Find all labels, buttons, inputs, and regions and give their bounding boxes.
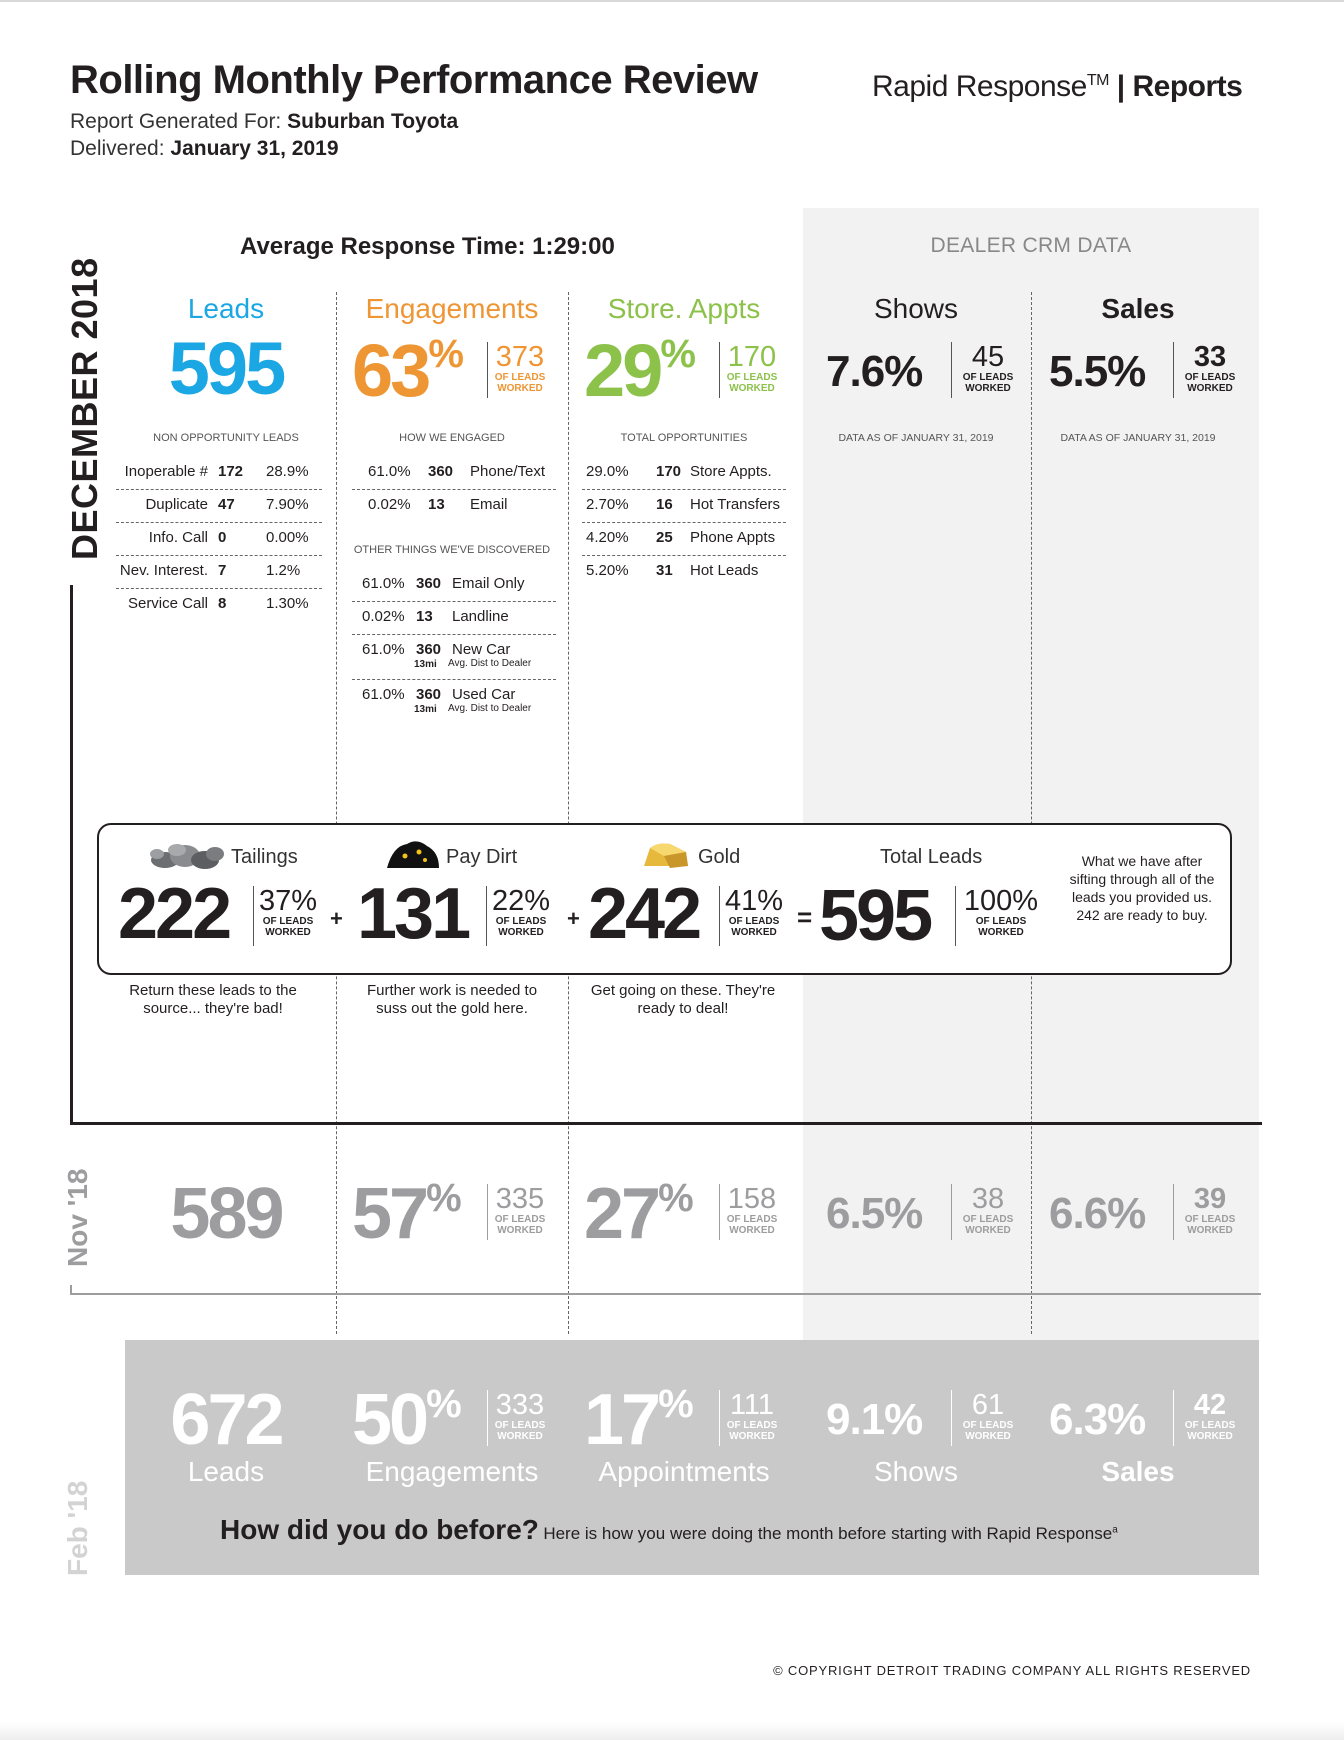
row-label: Phone Appts (690, 529, 776, 546)
row-label: Email Only (452, 575, 525, 592)
nov-leads-value: 589 (170, 1174, 282, 1254)
gold-label: Gold (698, 846, 741, 868)
dirt-pile-icon (383, 836, 443, 872)
table-row (582, 522, 786, 556)
row-percent: 0.00% (266, 529, 309, 546)
feb-leads-value: 672 (170, 1380, 282, 1460)
avg-distance: 13mi (414, 659, 437, 670)
avg-distance-label: Avg. Dist to Dealer (448, 703, 532, 714)
row-count: 7 (218, 562, 227, 579)
row-label: Hot Transfers (690, 496, 781, 513)
row-count: 8 (218, 595, 227, 612)
appointments-worked: 170 OF LEADS WORKED (719, 342, 784, 398)
table-row (352, 679, 556, 724)
table-row (582, 489, 786, 523)
gold-value: 242 (588, 874, 700, 954)
row-percent: 1.30% (266, 595, 309, 612)
leads-heading: Leads (187, 293, 265, 324)
row-count: 47 (218, 496, 235, 513)
row-percent: 29.0% (586, 463, 629, 480)
feb-sales-label: Sales (1101, 1456, 1175, 1487)
row-label: New Car (452, 641, 511, 658)
generated-for: Report Generated For: Suburban Toyota (70, 110, 459, 133)
nov-engagements-worked: 335 OF LEADS WORKED (487, 1184, 552, 1240)
nov-appointments-value: 27% (584, 1174, 694, 1254)
feb-sales-value: 6.3% (1049, 1395, 1146, 1444)
gold-percent: 41% OF LEADS WORKED (719, 886, 788, 946)
row-percent: 2.70% (586, 496, 629, 513)
total-leads-value: 595 (819, 876, 931, 956)
row-percent: 4.20% (586, 529, 629, 546)
row-percent: 61.0% (368, 463, 411, 480)
feb-engagements-value: 50% (352, 1380, 462, 1460)
engagements-value: 63% (352, 329, 464, 412)
row-label: Used Car (452, 686, 516, 703)
row-percent: 61.0% (362, 641, 405, 658)
row-count: 31 (656, 562, 673, 579)
page-bottom-edge (0, 1722, 1344, 1740)
row-label: Service Call (127, 595, 208, 612)
row-count: 172 (218, 463, 244, 480)
page-title: Rolling Monthly Performance Review (70, 58, 758, 102)
sales-heading: Sales (1101, 293, 1175, 324)
nov-sales-worked: 39 OF LEADS WORKED (1173, 1184, 1246, 1240)
row-count: 360 (428, 463, 454, 480)
average-response-time: Average Response Time: 1:29:00 (240, 233, 615, 260)
delivered-date: Delivered: January 31, 2019 (70, 137, 339, 160)
row-percent: 0.02% (368, 496, 411, 513)
rocks-icon (145, 836, 227, 870)
shows-data-date: DATA AS OF JANUARY 31, 2019 (838, 432, 994, 444)
engagements-caption: HOW WE ENGAGED (399, 432, 505, 444)
plus-sign: + (567, 906, 580, 931)
appointments-heading: Store. Appts (607, 293, 761, 324)
row-count: 13 (428, 496, 445, 513)
row-count: 170 (656, 463, 682, 480)
sifting-summary: What we have after sifting through all of the leads you provided us. 242 are ready to buy. (1069, 853, 1215, 923)
appointments-caption: TOTAL OPPORTUNITIES (620, 432, 748, 444)
paydirt-label: Pay Dirt (446, 846, 518, 868)
shows-heading: Shows (873, 293, 959, 324)
row-percent: 1.2% (266, 562, 301, 579)
other-discovered-caption: OTHER THINGS WE'VE DISCOVERED (353, 544, 551, 556)
feb-shows-label: Shows (873, 1456, 959, 1487)
row-label: Duplicate (145, 496, 208, 513)
avg-distance: 13mi (414, 704, 437, 715)
tailings-note: Return these leads to the source... they're bad! (129, 982, 297, 1017)
nov-appointments-worked: 158 OF LEADS WORKED (719, 1184, 784, 1240)
equals-sign: = (797, 902, 813, 932)
brand-logo: Rapid Response™ | Reports (872, 70, 1243, 103)
sales-worked: 33 OF LEADS WORKED (1173, 342, 1246, 398)
february-month-label: Feb '18 (62, 1480, 93, 1576)
row-label: Phone/Text (470, 463, 546, 480)
row-label: Email (470, 496, 508, 513)
tailings-value: 222 (118, 874, 230, 954)
table-row (116, 555, 322, 589)
total-leads-percent: 100% OF LEADS WORKED (955, 886, 1046, 946)
crm-heading: DEALER CRM DATA (930, 234, 1132, 257)
row-label: Hot Leads (690, 562, 759, 579)
row-label: Inoperable # (124, 463, 208, 480)
row-percent: 7.90% (266, 496, 309, 513)
paydirt-note: Further work is needed to suss out the gold here. (366, 982, 538, 1017)
november-bracket (70, 1285, 1261, 1295)
shows-value: 7.6% (826, 347, 923, 396)
top-rule (0, 0, 1344, 2)
table-row (582, 555, 786, 588)
row-percent: 5.20% (586, 562, 629, 579)
table-row (116, 522, 322, 556)
row-count: 25 (656, 529, 673, 546)
feb-shows-value: 9.1% (826, 1395, 923, 1444)
row-percent: 61.0% (362, 686, 405, 703)
appointments-value: 29% (584, 329, 696, 412)
plus-sign: + (330, 906, 343, 931)
row-count: 360 (416, 575, 442, 592)
row-count: 13 (416, 608, 433, 625)
nov-shows-worked: 38 OF LEADS WORKED (951, 1184, 1024, 1240)
leads-value: 595 (168, 327, 284, 410)
feb-engagements-worked: 333 OF LEADS WORKED (487, 1390, 552, 1446)
feb-shows-worked: 61 OF LEADS WORKED (951, 1390, 1024, 1446)
copyright: © COPYRIGHT DETROIT TRADING COMPANY ALL RIGHTS RESERVED (773, 1663, 1251, 1678)
row-count: 16 (656, 496, 673, 513)
table-row (352, 634, 556, 680)
november-month-label: Nov '18 (62, 1168, 93, 1267)
avg-distance-label: Avg. Dist to Dealer (448, 658, 532, 669)
feb-appointments-worked: 111 OF LEADS WORKED (719, 1390, 784, 1446)
paydirt-percent: 22% OF LEADS WORKED (486, 886, 555, 946)
shows-worked: 45 OF LEADS WORKED (951, 342, 1024, 398)
row-percent: 0.02% (362, 608, 405, 625)
feb-appointments-label: Appointments (598, 1456, 770, 1487)
row-label: Store Appts. (690, 463, 772, 480)
row-percent: 61.0% (362, 575, 405, 592)
how-did-you-do-before: How did you do before? Here is how you were doing the month before starting with Rapid Response$^a$ (220, 1514, 1118, 1545)
tailings-label: Tailings (231, 846, 298, 868)
row-percent: 28.9% (266, 463, 309, 480)
paydirt-value: 131 (357, 874, 469, 954)
table-row (582, 456, 786, 490)
table-row (116, 489, 322, 523)
gold-nugget-icon (640, 838, 692, 872)
total-leads-label: Total Leads (880, 846, 983, 868)
table-row (116, 456, 322, 490)
row-label: Nev. Interest. (119, 562, 208, 579)
engagements-worked: 373 OF LEADS WORKED (487, 342, 552, 398)
row-label: Landline (452, 608, 509, 625)
row-count: 360 (416, 641, 442, 658)
row-count: 0 (218, 529, 227, 546)
feb-leads-label: Leads (187, 1456, 265, 1487)
feb-sales-worked: 42 OF LEADS WORKED (1173, 1390, 1246, 1446)
feb-appointments-value: 17% (584, 1380, 694, 1460)
nov-sales-value: 6.6% (1049, 1189, 1146, 1238)
table-row (352, 601, 556, 635)
table-row (352, 568, 556, 602)
table-row (352, 456, 556, 490)
table-row (352, 489, 556, 522)
engagements-heading: Engagements (365, 293, 539, 324)
feb-engagements-label: Engagements (365, 1456, 539, 1487)
tailings-percent: 37% OF LEADS WORKED (253, 886, 322, 946)
row-label: Info. Call (148, 529, 208, 546)
leads-caption: NON OPPORTUNITY LEADS (153, 432, 299, 444)
sales-data-date: DATA AS OF JANUARY 31, 2019 (1060, 432, 1216, 444)
gold-note: Get going on these. They're ready to deal! (590, 982, 776, 1017)
december-month-label: DECEMBER 2018 (64, 257, 105, 560)
sales-value: 5.5% (1049, 347, 1146, 396)
row-count: 360 (416, 686, 442, 703)
nov-shows-value: 6.5% (826, 1189, 923, 1238)
table-row (116, 588, 322, 621)
nov-engagements-value: 57% (352, 1174, 462, 1254)
